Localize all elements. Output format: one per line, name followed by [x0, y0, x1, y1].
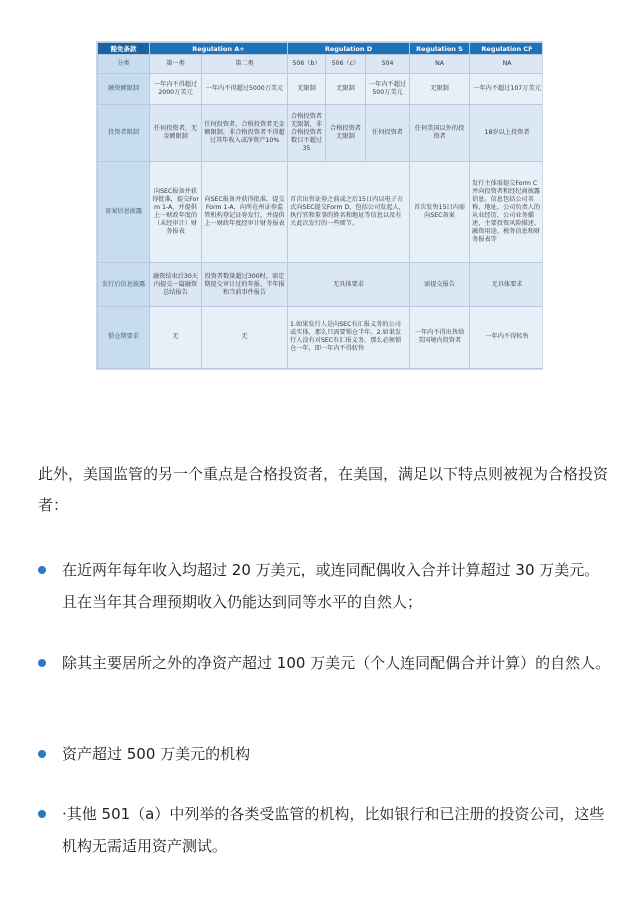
list-item-text: ·其他 501（a）中列举的各类受监管的机构，比如银行和已注册的投资公司，这些机构无需适用资产测试。 — [62, 805, 605, 855]
table-cell: 无限制 — [326, 74, 366, 105]
row-label-category: 分类 — [98, 55, 150, 74]
list-item-text: 在近两年每年收入均超过 20 万美元，或连同配偶收入合并计算超过 30 万美元。且在当年其合理预期收入仍能达到同等水平的自然人； — [62, 561, 600, 611]
table-cell: 无具体要求 — [288, 263, 410, 306]
table-cell: 一年内不超过500万美元 — [366, 74, 410, 105]
bullet-dot-icon — [38, 566, 46, 574]
table-cell: 无具体要求 — [470, 263, 543, 306]
table-cell: 一年内不得超过5000万美元 — [202, 74, 288, 105]
table-cell: 任何投资者 — [366, 105, 410, 162]
row-label-lockup-period: 锁仓期要求 — [98, 306, 150, 368]
table-cell: 任何投资者，合格投资者无金额限制，非合格投资者不得超过其年收入或净资产10% — [202, 105, 288, 162]
table-cell: 向SEC报备并获得批准，提交Form 1-A，并提供上一财政年度的（未经审计）财务报表 — [150, 161, 202, 262]
table-cell: 无限制 — [288, 74, 326, 105]
table-cell: 首次发售15日内需向SEC备案 — [410, 161, 470, 262]
table-cell: 发行主体需提交Form C并向投资者和经纪商披露信息。信息包括公司名称、地址、公司负责人的从业经历、公司业务描述、主要投资风险描述、融资用途、税务信息和财务报表等 — [470, 161, 543, 262]
table-cell: 无 — [202, 306, 288, 368]
bullet-dot-icon — [38, 810, 46, 818]
table-cell: 一年内不得出售给美国境内投资者 — [410, 306, 470, 368]
regulation-table — [97, 42, 543, 369]
table-cell: 合格投资者无限制，非合格投资者数目不超过35 — [288, 105, 326, 162]
subheader-tier1: 第一类 — [150, 55, 202, 74]
table-cell: 首次出售证券之前或之后15日内以电子方式向SEC提交Form D，包括公司发起人，执行官和董事的姓名和地址等信息以及有关此次发行的一些细节。 — [288, 161, 410, 262]
list-item — [38, 554, 613, 618]
table-cell: 投资者数量超过300时，需定期提交审计过的年报、半年报和当前事件报告 — [202, 263, 288, 306]
regulation-comparison-table — [96, 41, 543, 370]
subheader-506b: 506（b） — [288, 55, 326, 74]
row-label-financing-limit: 融资额限制 — [98, 74, 150, 105]
header-reg-cf: Regulation CF — [470, 43, 543, 55]
table-cell: 1.如果发行人是向SEC有汇报义务的公司或实体，那么只需要锁仓半年。2.如果发行人没有对SEC有汇报义务，那么必须锁仓一年，即一年内不得转售 — [288, 306, 410, 368]
row-label-filing-disclosure: 备案信息披露 — [98, 161, 150, 262]
table-cell: 一年内不超过107万美元 — [470, 74, 543, 105]
bullet-dot-icon — [38, 750, 46, 758]
table-cell: 一年内不得超过2000万美元 — [150, 74, 202, 105]
intro-paragraph: 此外，美国监管的另一个重点是合格投资者，在美国，满足以下特点则被视为合格投资者： — [38, 465, 609, 514]
subheader-504: 504 — [366, 55, 410, 74]
row-label-investor-limit: 投资者限制 — [98, 105, 150, 162]
table-cell: 合格投资者无限制 — [326, 105, 366, 162]
table-cell: 融资结束后30天内提交一篇融资总结报告 — [150, 263, 202, 306]
table-cell: 任何美国以外的投资者 — [410, 105, 470, 162]
table-cell: 18岁以上投资者 — [470, 105, 543, 162]
list-item — [38, 738, 613, 770]
table-cell: 任何投资者，无金额限制 — [150, 105, 202, 162]
list-item-text: 资产超过 500 万美元的机构 — [62, 745, 251, 763]
header-reg-a-plus: Regulation A+ — [150, 43, 288, 55]
subheader-reg-cf-na: NA — [470, 55, 543, 74]
subheader-506c: 506（c） — [326, 55, 366, 74]
table-cell: 无限制 — [410, 74, 470, 105]
subheader-reg-s-na: NA — [410, 55, 470, 74]
header-reg-d: Regulation D — [288, 43, 410, 55]
subheader-tier2: 第二类 — [202, 55, 288, 74]
list-item — [38, 798, 613, 862]
table-cell: 向SEC报备并获得批准，提交Form 1-A，向所在州证券监管机构登记证券发行，并提供上一财政年度经审计财务报表 — [202, 161, 288, 262]
header-exemption: 豁免条款 — [98, 43, 150, 55]
table-cell: 一年内不得转售 — [470, 306, 543, 368]
list-item — [38, 647, 613, 679]
list-item-text: 除其主要居所之外的净资产超过 100 万美元（个人连同配偶合并计算）的自然人。 — [62, 654, 611, 672]
header-reg-s: Regulation S — [410, 43, 470, 55]
table-cell: 无 — [150, 306, 202, 368]
table-cell: 需提交报告 — [410, 263, 470, 306]
row-label-post-issuance-disclosure: 发行后信息披露 — [98, 263, 150, 306]
bullet-dot-icon — [38, 659, 46, 667]
